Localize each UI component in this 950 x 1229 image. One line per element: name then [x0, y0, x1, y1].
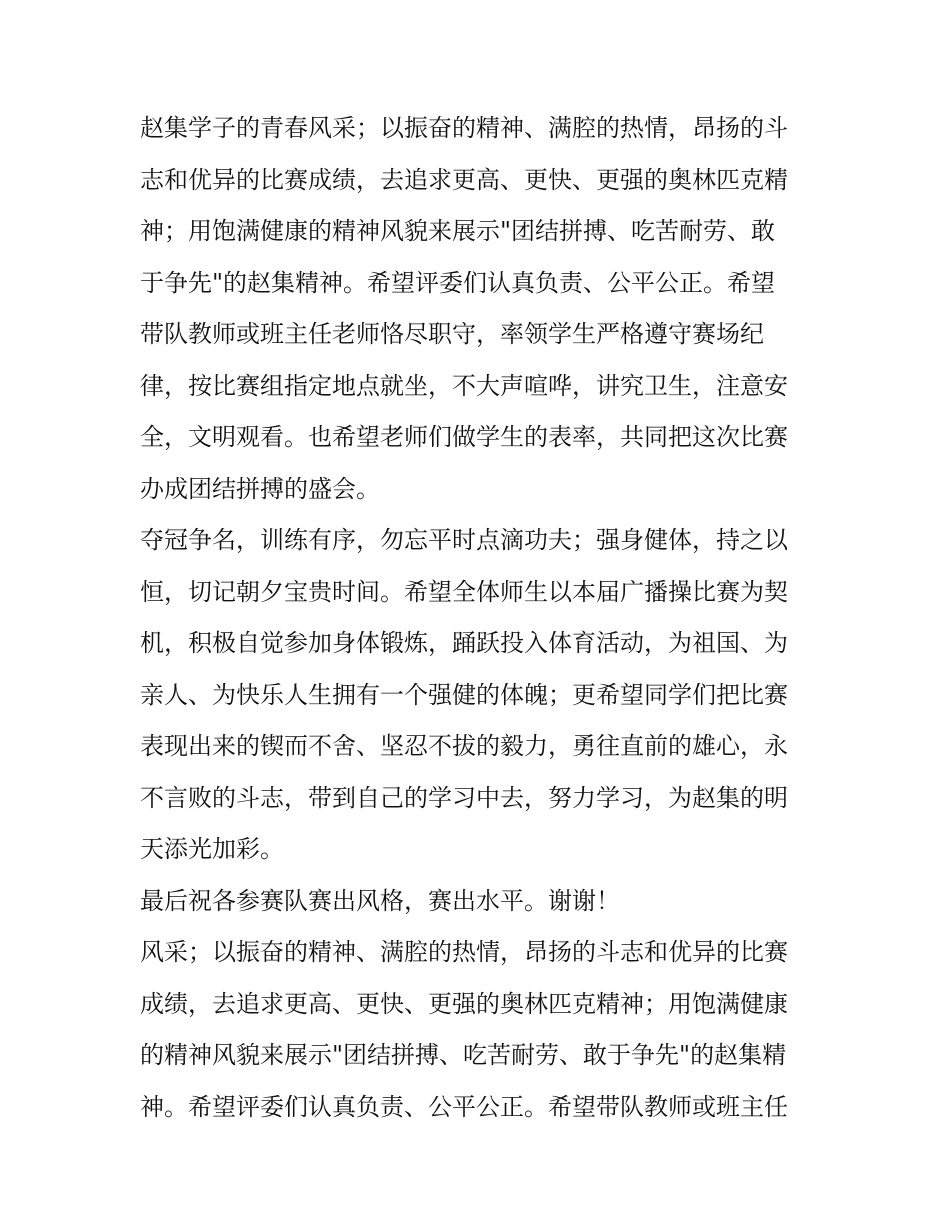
- text-line-12: 亲人、为快乐人生拥有一个强健的体魄；更希望同学们把比赛: [140, 680, 788, 709]
- text-line-8: 办成团结拼搏的盛会。: [140, 474, 380, 503]
- text-line-20: 神。希望评委们认真负责、公平公正。希望带队教师或班主任: [140, 1092, 788, 1121]
- text-line-9: 夺冠争名，训练有序，勿忘平时点滴功夫；强身健体，持之以: [140, 526, 788, 554]
- text-line-15: 天添光加彩。: [140, 835, 284, 863]
- text-line-16: 最后祝各参赛队赛出风格，赛出水平。谢谢！: [140, 886, 620, 915]
- text-line-11: 机，积极自觉参加身体锻炼，踊跃投入体育活动，为祖国、为: [140, 629, 788, 657]
- text-line-19: 的精神风貌来展示"团结拼搏、吃苦耐劳、敢于争先"的赵集精: [140, 1041, 787, 1069]
- text-line-1: 赵集学子的青春风采；以振奋的精神、满腔的热情，昂扬的斗: [140, 114, 788, 142]
- text-line-17: 风采；以振奋的精神、满腔的热情，昂扬的斗志和优异的比赛: [140, 938, 788, 966]
- text-line-2: 志和优异的比赛成绩，去追求更高、更快、更强的奥林匹克精: [140, 165, 788, 194]
- text-line-7: 全，文明观看。也希望老师们做学生的表率，共同把这次比赛: [140, 423, 788, 451]
- text-line-14: 不言败的斗志，带到自己的学习中去，努力学习，为赵集的明: [140, 783, 788, 812]
- text-line-10: 恒，切记朝夕宝贵时间。希望全体师生以本届广播操比赛为契: [140, 577, 788, 606]
- text-line-18: 成绩，去追求更高、更快、更强的奥林匹克精神；用饱满健康: [140, 989, 788, 1018]
- text-line-4: 于争先"的赵集精神。希望评委们认真负责、公平公正。希望: [140, 268, 776, 297]
- text-line-5: 带队教师或班主任老师恪尽职守，率领学生严格遵守赛场纪: [140, 320, 764, 348]
- text-line-13: 表现出来的锲而不舍、坚忍不拔的毅力，勇往直前的雄心，永: [140, 732, 788, 760]
- text-line-3: 神；用饱满健康的精神风貌来展示"团结拼搏、吃苦耐劳、敢: [140, 217, 776, 245]
- document-body: [140, 103, 820, 1133]
- text-line-6: 律，按比赛组指定地点就坐，不大声喧哗，讲究卫生，注意安: [140, 371, 788, 400]
